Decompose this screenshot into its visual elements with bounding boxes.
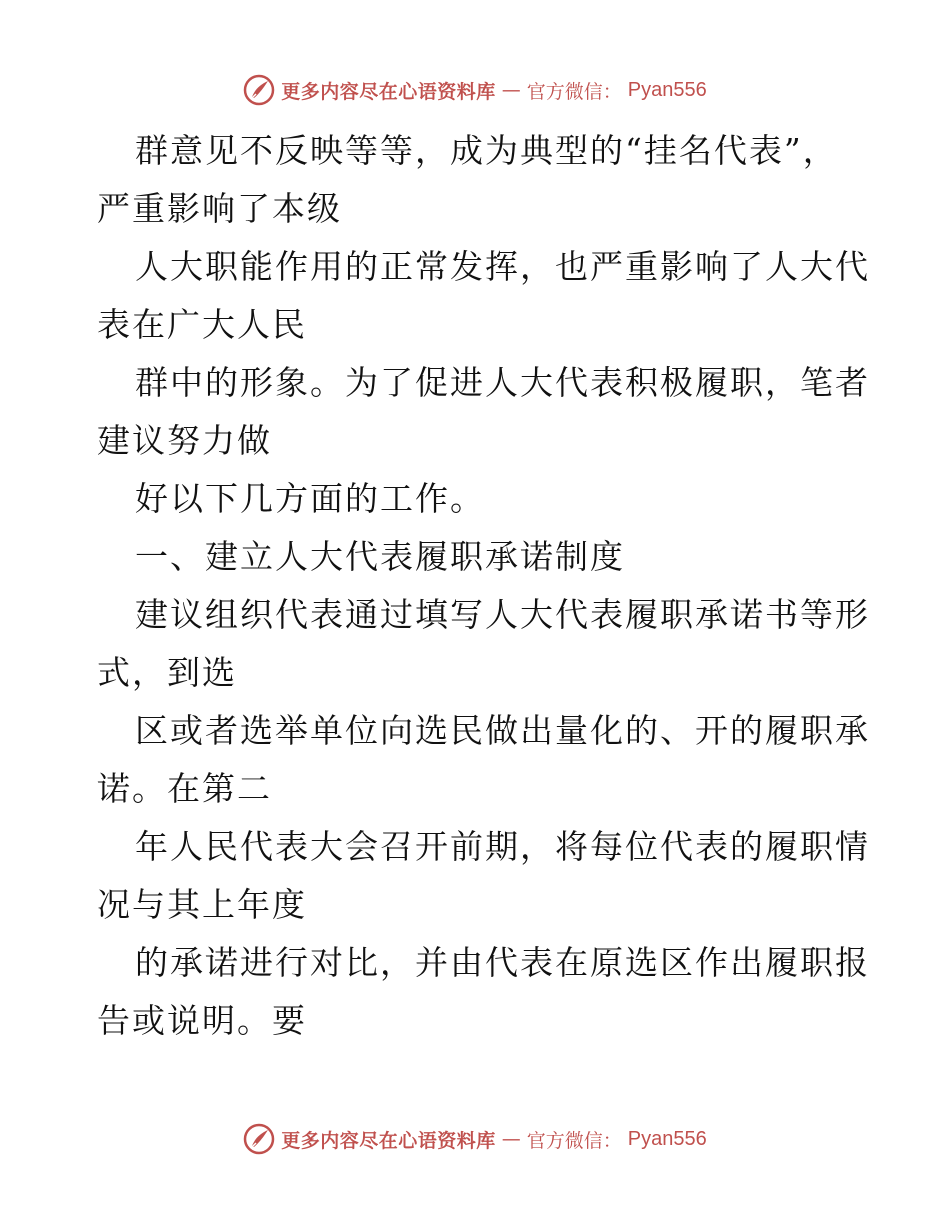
text-line: 区或者选举单位向选民做出量化的、开的履职承 [135,711,870,750]
header-banner-wechat-label: 官方微信： [526,80,622,103]
footer-banner-wechat-label: 官方微信： [526,1129,622,1152]
text-line: 好以下几方面的工作。 [135,479,485,518]
section-heading: 一、建立人大代表履职承诺制度 [135,537,625,576]
footer-banner-main-text: 更多内容尽在心语资料库 [281,1129,496,1152]
document-body [97,122,870,1050]
text-line: 的承诺进行对比，并由代表在原选区作出履职报 [135,943,870,982]
text-line: 群中的形象。为了促进人大代表积极履职，笔者 [135,363,870,402]
text-line: 建议努力做 [97,421,272,460]
header-banner [0,70,950,110]
quill-pen-logo-icon [243,74,275,106]
text-line: 严重影响了本级 [97,189,342,228]
text-line: 群意见不反映等等，成为典型的“挂名代表”， [135,131,838,170]
footer-banner [0,1119,950,1159]
text-line: 表在广大人民 [97,305,307,344]
footer-banner-separator: — [501,1128,521,1150]
text-line: 式，到选 [97,653,237,692]
header-banner-separator: — [501,79,521,101]
footer-banner-wechat-id: Pyan556 [627,1127,707,1150]
text-line: 人大职能作用的正常发挥，也严重影响了人大代 [135,247,870,286]
text-line: 况与其上年度 [97,885,307,924]
text-line: 诺。在第二 [97,769,272,808]
quill-pen-logo-icon [243,1123,275,1155]
text-line: 建议组织代表通过填写人大代表履职承诺书等形 [135,595,870,634]
text-line: 告或说明。要 [97,1001,307,1040]
header-banner-main-text: 更多内容尽在心语资料库 [281,80,496,103]
header-banner-wechat-id: Pyan556 [627,78,707,101]
text-line: 年人民代表大会召开前期，将每位代表的履职情 [135,827,870,866]
